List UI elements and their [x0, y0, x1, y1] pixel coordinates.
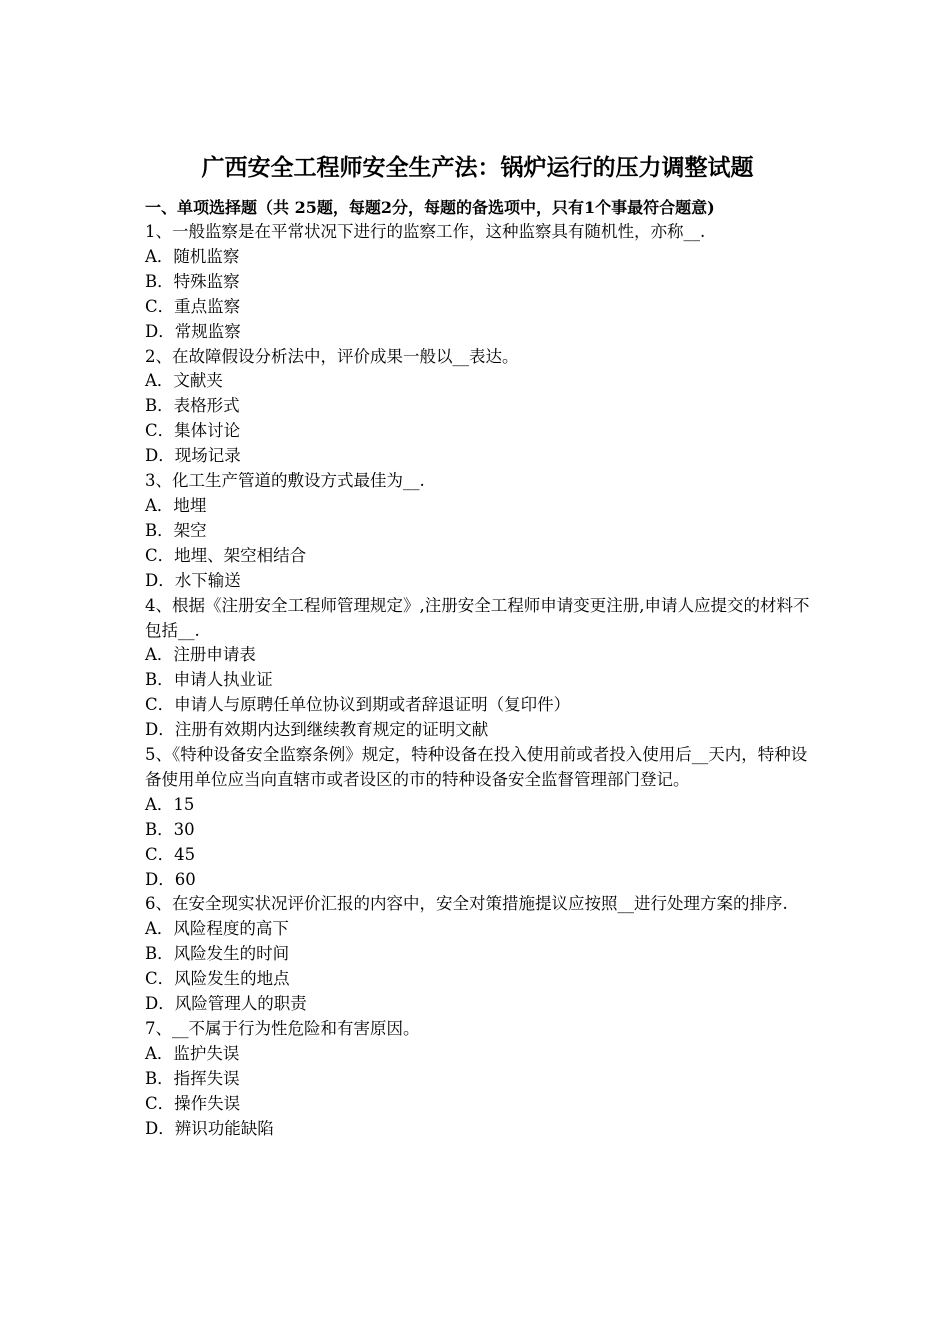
option-c: C．申请人与原聘任单位协议到期或者辞退证明（复印件） [145, 695, 571, 715]
document-page [145, 150, 810, 1142]
question-stem: 7、__不属于行为性危险和有害原因。 [145, 1019, 420, 1038]
question-6 [145, 892, 810, 1017]
option-b: B．架空 [145, 520, 207, 540]
option-a: A．15 [145, 794, 195, 814]
option-a: A．随机监察 [145, 246, 240, 266]
option-b: B．申请人执业证 [145, 670, 273, 690]
option-b: B．30 [145, 819, 195, 839]
option-d: D．风险管理人的职责 [145, 994, 307, 1014]
option-b: B．表格形式 [145, 396, 240, 416]
section-heading: 一、单项选择题（共 25题，每题2分，每题的备选项中，只有1个事最符合题意) [145, 198, 715, 217]
option-c: C．风险发生的地点 [145, 969, 290, 989]
option-a: A．监护失误 [145, 1043, 240, 1063]
question-stem: 2、在故障假设分析法中，评价成果一般以__表达。 [145, 346, 519, 366]
question-stem: 5、《特种设备安全监察条例》规定，特种设备在投入使用前或者投入使用后__天内，特种设备使用单位应当向直辖市或者设区的市的特种设备安全监督管理部门登记。 [145, 745, 808, 789]
option-d: D．现场记录 [145, 446, 241, 466]
option-b: B．风险发生的时间 [145, 944, 290, 964]
option-c: C．操作失误 [145, 1093, 241, 1113]
option-c: C．地埋、架空相结合 [145, 545, 307, 565]
question-7 [145, 1017, 810, 1142]
option-d: D．水下输送 [145, 570, 241, 590]
option-b: B．指挥失误 [145, 1068, 240, 1088]
option-d: D．60 [145, 869, 196, 889]
option-c: C．重点监察 [145, 296, 241, 316]
question-5 [145, 743, 810, 892]
question-3 [145, 469, 810, 594]
question-2 [145, 345, 810, 470]
option-a: A．地埋 [145, 495, 207, 515]
option-d: D．注册有效期内达到继续教育规定的证明文献 [145, 720, 489, 740]
option-c: C．45 [145, 844, 196, 864]
option-d: D．常规监察 [145, 321, 241, 341]
question-stem: 1、一般监察是在平常状况下进行的监察工作，这种监察具有随机性，亦称__. [145, 222, 706, 241]
document-title: 广西安全工程师安全生产法：锅炉运行的压力调整试题 [201, 154, 754, 181]
question-1 [145, 220, 810, 345]
question-stem: 3、化工生产管道的敷设方式最佳为__. [145, 471, 425, 491]
question-stem: 4、根据《注册安全工程师管理规定》,注册安全工程师申请变更注册,申请人应提交的材料不包括__. [145, 595, 810, 640]
option-a: A．注册申请表 [145, 645, 256, 665]
option-b: B．特殊监察 [145, 271, 240, 291]
option-a: A．风险程度的高下 [145, 919, 289, 939]
option-a: A．文献夹 [145, 371, 223, 391]
option-d: D．辨识功能缺陷 [145, 1118, 274, 1138]
option-c: C．集体讨论 [145, 421, 241, 441]
question-stem: 6、在安全现实状况评价汇报的内容中，安全对策措施提议应按照__进行处理方案的排序. [145, 894, 788, 914]
question-4 [145, 594, 810, 743]
